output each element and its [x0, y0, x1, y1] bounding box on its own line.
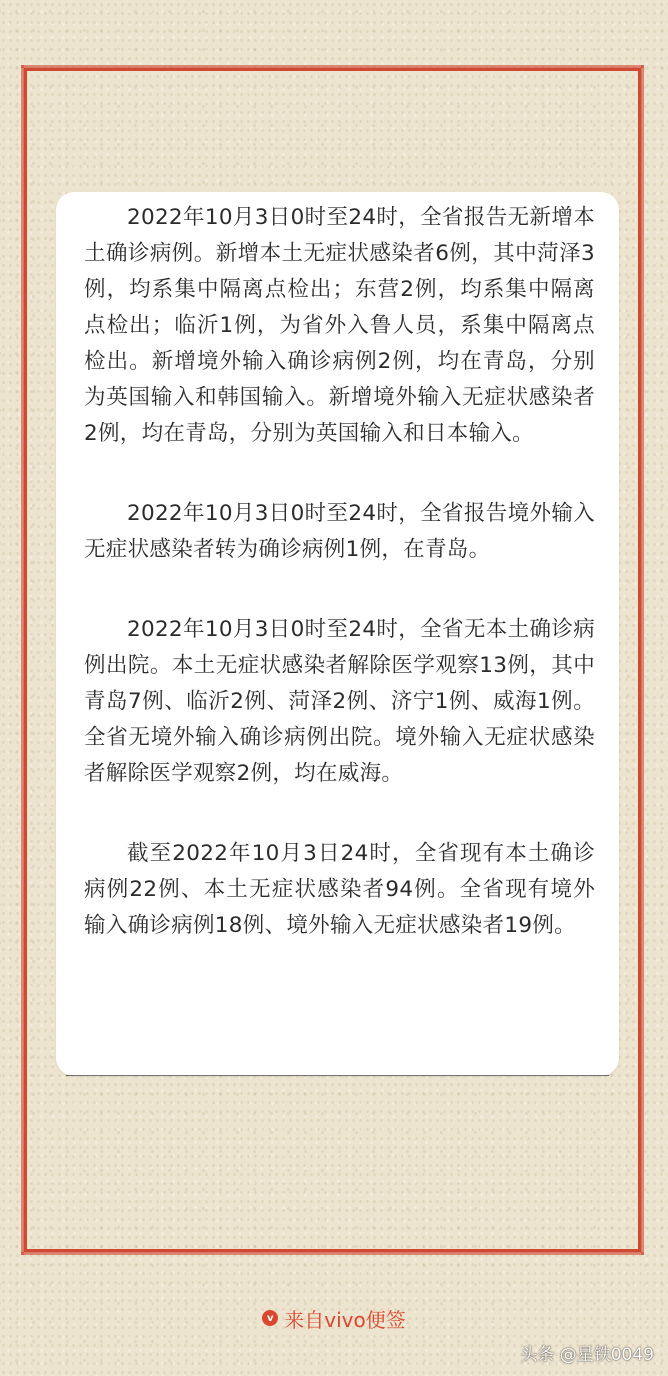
vivo-v-icon: v [262, 1310, 278, 1326]
frame-edge-right [641, 65, 644, 1255]
watermark: 头条 @星铁0049 [520, 1345, 654, 1365]
note-card[interactable] [56, 192, 619, 1076]
note-paragraph-2: 2022年10月3日0时至24时，全省报告境外输入无症状感染者转为确诊病例1例，在青岛。 [84, 501, 595, 562]
frame-edge-left [21, 65, 24, 1255]
source-attribution [0, 1303, 668, 1333]
note-paragraph-1: 2022年10月3日0时至24时，全省报告无新增本土确诊病例。新增本土无症状感染者6例，其中菏泽3例，均系集中隔离点检出；东营2例，均系集中隔离点检出；临沂1例，为省外入鲁人员，系集中隔离点检出。新增境外输入确诊病例2例，均在青岛，分别为英国输入和韩国输入。新增境外输入无症状感染者2例，均在青岛，分别为英国输入和日本输入。 [84, 205, 595, 446]
source-text: 来自vivo便签 [284, 1307, 406, 1332]
frame-edge-bottom [21, 1252, 644, 1255]
note-paragraph-4: 截至2022年10月3日24时，全省现有本土确诊病例22例、本土无症状感染者94例。全省现有境外输入确诊病例18例、境外输入无症状感染者19例。 [84, 841, 595, 938]
frame-edge-top [21, 65, 644, 68]
note-paragraph-3: 2022年10月3日0时至24时，全省无本土确诊病例出院。本土无症状感染者解除医学观察13例，其中青岛7例、临沂2例、菏泽2例、济宁1例、威海1例。全省无境外输入确诊病例出院。境外输入无症状感染者解除医学观察2例，均在威海。 [84, 617, 595, 786]
